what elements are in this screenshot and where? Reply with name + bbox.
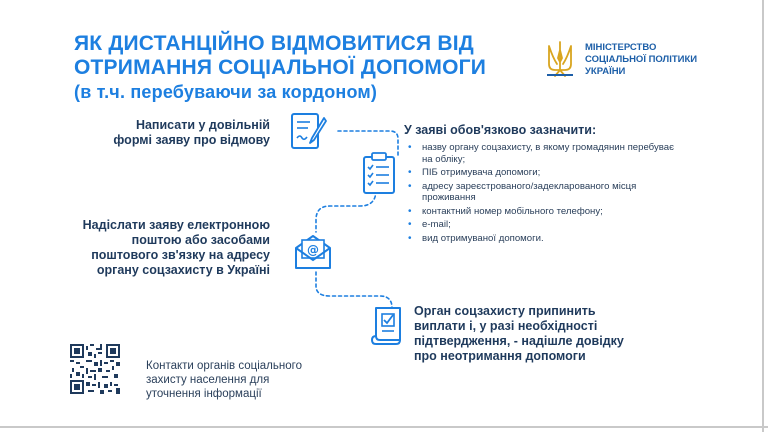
- document-pen-icon: [286, 108, 332, 154]
- requirements-list: [404, 142, 684, 244]
- certificate-check-icon: [366, 302, 412, 348]
- step-2-line-4: органу соцзахисту в Україні: [96, 263, 270, 277]
- requirements-title: У заяві обов'язково зазначити:: [404, 123, 597, 137]
- final-line-2: виплати і, у разі необхідності: [414, 319, 598, 333]
- contacts-line-1: Контакти органів соціального: [146, 360, 302, 372]
- step-1-text: [100, 118, 270, 148]
- final-line-3: підтвердження, - надішле довідку: [414, 334, 624, 348]
- step-1-line-1: Написати у довільній: [135, 118, 270, 132]
- svg-text:@: @: [307, 243, 319, 257]
- step-2-text: [70, 218, 270, 278]
- email-envelope-icon: [290, 228, 336, 274]
- final-step-text: [414, 304, 674, 364]
- page-title: [74, 32, 486, 104]
- step-2-line-3: поштового зв'язку на адресу: [91, 248, 270, 262]
- final-line-4: про неотримання допомоги: [414, 349, 586, 363]
- list-item: • адресу зареєстрованого/задекларованого місця проживання: [404, 181, 684, 204]
- title-line-3: (в т.ч. перебуваючи за кордоном): [74, 82, 378, 102]
- requirements-block: [404, 122, 684, 246]
- ministry-line-1: МІНІСТЕРСТВО: [585, 42, 657, 53]
- title-line-2: ОТРИМАННЯ СОЦІАЛЬНОЇ ДОПОМОГИ: [74, 56, 487, 79]
- list-item: • вид отримуваної допомоги.: [404, 233, 684, 245]
- qr-code-icon[interactable]: [70, 344, 120, 394]
- title-line-1: ЯК ДИСТАНЦІЙНО ВІДМОВИТИСЯ ВІД: [74, 32, 474, 55]
- contacts-text: [146, 359, 346, 401]
- step-1-line-2: формі заяву про відмову: [113, 133, 270, 147]
- ministry-line-3: УКРАЇНИ: [585, 66, 626, 77]
- clipboard-checklist-icon: [356, 150, 402, 196]
- ministry-line-2: СОЦІАЛЬНОЇ ПОЛІТИКИ: [585, 54, 698, 65]
- trident-icon: [545, 40, 575, 80]
- contacts-line-2: захисту населення для: [146, 374, 270, 386]
- contacts-line-3: уточнення інформації: [146, 388, 262, 400]
- list-item: • контактний номер мобільного телефону;: [404, 206, 684, 218]
- list-item: • назву органу соцзахисту, в якому громадянин перебуває на обліку;: [404, 142, 684, 165]
- final-line-1: Орган соцзахисту припинить: [414, 304, 596, 318]
- list-item: • ПІБ отримувача допомоги;: [404, 167, 684, 179]
- ministry-logo: [545, 40, 725, 80]
- step-2-line-2: поштою або засобами: [131, 233, 270, 247]
- step-2-line-1: Надіслати заяву електронною: [82, 218, 270, 232]
- list-item: • e-mail;: [404, 219, 684, 231]
